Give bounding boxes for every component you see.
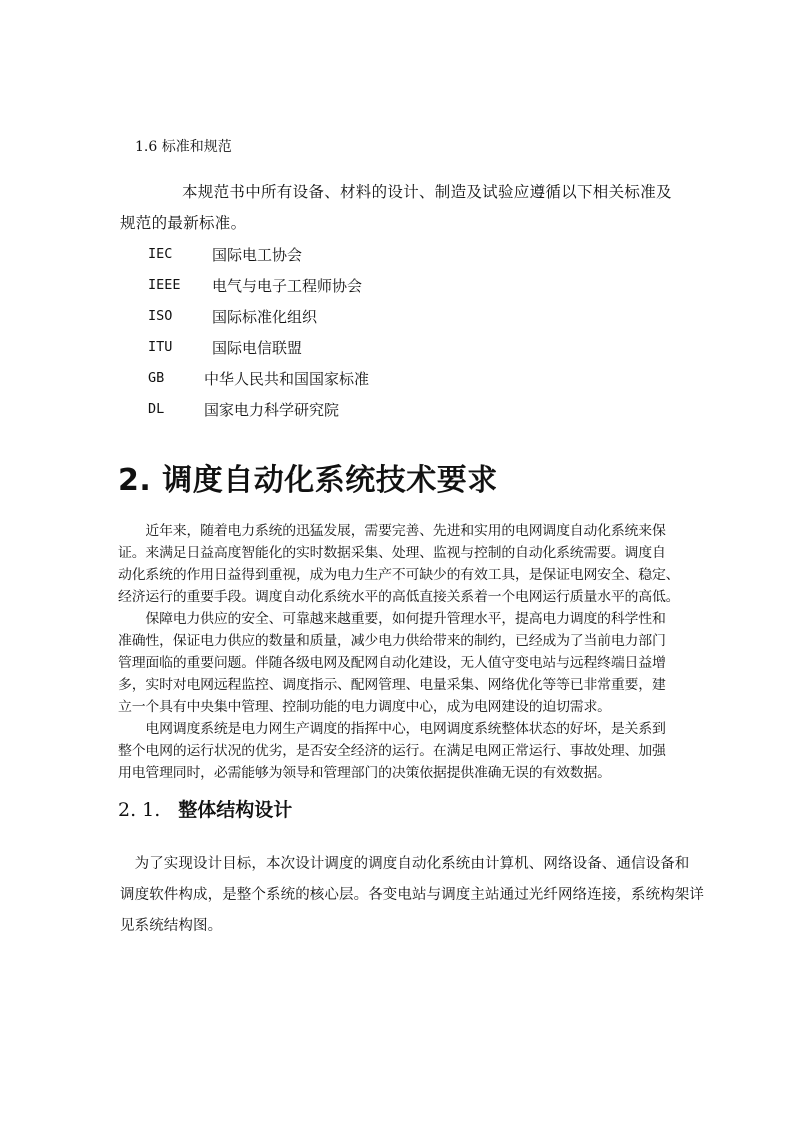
body-line: 近年来，随着电力系统的迅猛发展，需要完善、先进和实用的电网调度自动化系统来保 (118, 523, 666, 539)
intro-line-1: 本规范书中所有设备、材料的设计、制造及试验应遵循以下相关标准及 (182, 183, 672, 201)
design-line: 为了实现设计目标，本次设计调度的调度自动化系统由计算机、网络设备、通信设备和 (120, 856, 690, 872)
standard-code: GB (148, 370, 165, 386)
design-line: 调度软件构成，是整个系统的核心层。各变电站与调度主站通过光纤网络连接，系统构架详 (120, 887, 704, 903)
design-line: 见系统结构图。 (120, 918, 223, 934)
body-line: 用电管理同时，必需能够为领导和管理部门的决策依据提供准确无误的有效数据。 (118, 765, 611, 781)
standard-code: DL (148, 401, 165, 417)
section-heading-2-1 (118, 795, 292, 822)
body-line: 管理面临的重要问题。伴随各级电网及配网自动化建设，无人值守变电站与远程终端日益增 (118, 655, 666, 671)
body-line: 准确性，保证电力供应的数量和质量，减少电力供给带来的制约，已经成为了当前电力部门 (118, 633, 666, 649)
standard-name: 中华人民共和国国家标准 (204, 370, 370, 388)
standard-code: ISO (148, 308, 173, 324)
body-line: 保障电力供应的安全、可靠越来越重要，如何提升管理水平，提高电力调度的科学性和 (118, 611, 666, 627)
body-line: 整个电网的运行状况的优劣，是否安全经济的运行。在满足电网正常运行、事故处理、加强 (118, 743, 666, 759)
standard-name: 国家电力科学研究院 (204, 401, 340, 419)
standard-name: 电气与电子工程师协会 (212, 277, 363, 295)
body-line: 证。来满足日益高度智能化的实时数据采集、处理、监视与控制的自动化系统需要。调度自 (118, 545, 666, 561)
body-line: 动化系统的作用日益得到重视，成为电力生产不可缺少的有效工具，是保证电网安全、稳定、 (118, 567, 680, 583)
body-line: 立一个具有中央集中管理、控制功能的电力调度中心，成为电网建设的迫切需求。 (118, 699, 611, 715)
standard-name: 国际电信联盟 (212, 339, 303, 357)
section-number: 2. 1. (118, 799, 161, 821)
standard-code: ITU (148, 339, 173, 355)
standard-name: 国际标准化组织 (212, 308, 318, 326)
intro-line-2: 规范的最新标准。 (120, 214, 247, 232)
section-title: 整体结构设计 (178, 799, 293, 821)
body-line: 多，实时对电网远程监控、调度指示、配网管理、电量采集、网络优化等等已非常重要，建 (118, 677, 666, 693)
standard-name: 国际电工协会 (212, 246, 303, 264)
chapter-heading-2: 2. 调度自动化系统技术要求 (118, 463, 498, 498)
body-line: 电网调度系统是电力网生产调度的指挥中心，电网调度系统整体状态的好坏，是关系到 (118, 721, 666, 737)
standard-code: IEEE (148, 277, 181, 293)
body-line: 经济运行的重要手段。调度自动化系统水平的高低直接关系着一个电网运行质量水平的高低。 (118, 589, 680, 605)
section-heading-1-6: 1.6 标准和规范 (135, 139, 232, 155)
standard-code: IEC (148, 246, 173, 262)
